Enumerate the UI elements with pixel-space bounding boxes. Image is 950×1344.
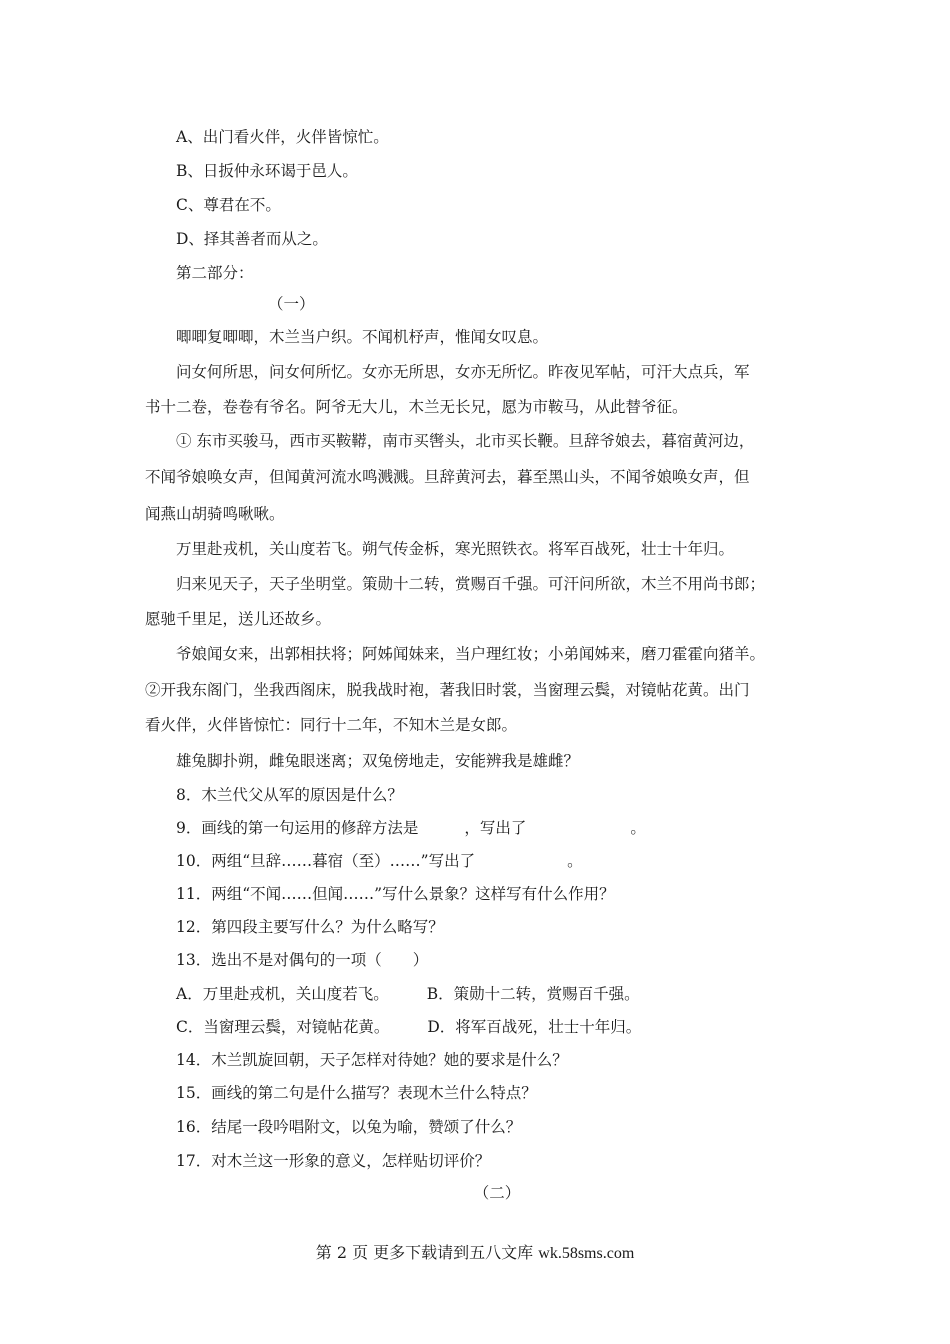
question-9-middle: ，写出了 [464, 819, 527, 837]
poem-paragraph-6-line-2: ②开我东阁门，坐我西阁床，脱我战时袍，著我旧时裳，当窗理云鬓，对镜帖花黄。出门 [145, 681, 750, 699]
poem-paragraph-2-line-2: 书十二卷，卷卷有爷名。阿爷无大儿，木兰无长兄，愿为市鞍马，从此替爷征。 [145, 398, 688, 416]
poem-paragraph-3-line-1: ① 东市买骏马，西市买鞍鞯，南市买辔头，北市买长鞭。旦辞爷娘去，暮宿黄河边， [176, 432, 755, 450]
question-13-options-cd [0, 1016, 950, 1038]
question-10-stem: 10．两组“旦辞……暮宿（至）……”写出了 [176, 852, 476, 870]
poem-paragraph-2-line-1: 问女何所思，问女何所忆。女亦无所思，女亦无所忆。昨夜见军帖，可汗大点兵，军 [176, 363, 750, 381]
part-two-heading: 第二部分： [176, 264, 254, 282]
question-10 [0, 850, 950, 872]
question-10-end: 。 [567, 852, 583, 870]
page-footer [0, 1242, 950, 1265]
footer-site-link[interactable]: wk.58sms.com [538, 1245, 635, 1262]
question-13-option-d: D．将军百战死，壮士十年归。 [427, 1018, 642, 1036]
question-14: 14．木兰凯旋回朝，天子怎样对待她？她的要求是什么？ [176, 1051, 568, 1069]
poem-paragraph-7: 雄兔脚扑朔，雌兔眼迷离；双兔傍地走，安能辨我是雄雌？ [176, 752, 580, 770]
poem-paragraph-5-line-2: 愿驰千里足，送儿还故乡。 [145, 610, 332, 628]
question-13-option-c: C．当窗理云鬓，对镜帖花黄。 [176, 1018, 390, 1036]
poem-paragraph-6-line-3: 看火伴，火伴皆惊忙：同行十二年，不知木兰是女郎。 [145, 716, 518, 734]
question-9-end: 。 [630, 819, 646, 837]
option-c-line: C、尊君在不。 [176, 196, 281, 214]
poem-paragraph-5-line-1: 归来见天子，天子坐明堂。策勋十二转，赏赐百千强。可汗问所欲，木兰不用尚书郎； [176, 575, 766, 593]
question-13: 13．选出不是对偶句的一项（ ） [176, 951, 429, 969]
poem-paragraph-6-line-1: 爷娘闻女来，出郭相扶将；阿姊闻妹来，当户理红妆；小弟闻姊来，磨刀霍霍向猪羊。 [176, 645, 766, 663]
question-9 [0, 817, 950, 839]
question-15: 15．画线的第二句是什么描写？表现木兰什么特点？ [176, 1084, 537, 1102]
question-17: 17．对木兰这一形象的意义，怎样贴切评价？ [176, 1152, 491, 1170]
question-16: 16．结尾一段吟唱附文，以兔为喻，赞颂了什么？ [176, 1118, 522, 1136]
question-13-options-ab [0, 983, 950, 1005]
poem-paragraph-4: 万里赴戎机，关山度若飞。朔气传金柝，寒光照铁衣。将军百战死，壮士十年归。 [176, 540, 735, 558]
question-13-option-a: A．万里赴戎机，关山度若飞。 [176, 985, 389, 1003]
question-9-stem: 9．画线的第一句运用的修辞方法是 [176, 819, 419, 837]
option-b-line: B、日扳仲永环谒于邑人。 [176, 162, 358, 180]
section-one-heading: （一） [268, 295, 315, 313]
option-d-line: D、择其善者而从之。 [176, 230, 328, 248]
question-13-option-b: B．策勋十二转，赏赐百千强。 [426, 985, 640, 1003]
section-two-heading: （二） [473, 1184, 521, 1202]
poem-paragraph-3-line-2: 不闻爷娘唤女声，但闻黄河流水鸣溅溅。旦辞黄河去，暮至黑山头，不闻爷娘唤女声，但 [145, 468, 750, 486]
question-8: 8．木兰代父从军的原因是什么？ [176, 786, 403, 804]
poem-paragraph-1: 唧唧复唧唧，木兰当户织。不闻机杼声，惟闻女叹息。 [176, 328, 549, 346]
question-12: 12．第四段主要写什么？为什么略写？ [176, 918, 444, 936]
option-a-line: A、出门看火伴，火伴皆惊忙。 [176, 128, 389, 146]
footer-text: 第 2 页 更多下载请到五八文库 [315, 1243, 539, 1262]
question-11: 11．两组“不闻……但闻……”写什么景象？这样写有什么作用？ [176, 885, 615, 903]
poem-paragraph-3-line-3: 闻燕山胡骑鸣啾啾。 [145, 505, 285, 523]
